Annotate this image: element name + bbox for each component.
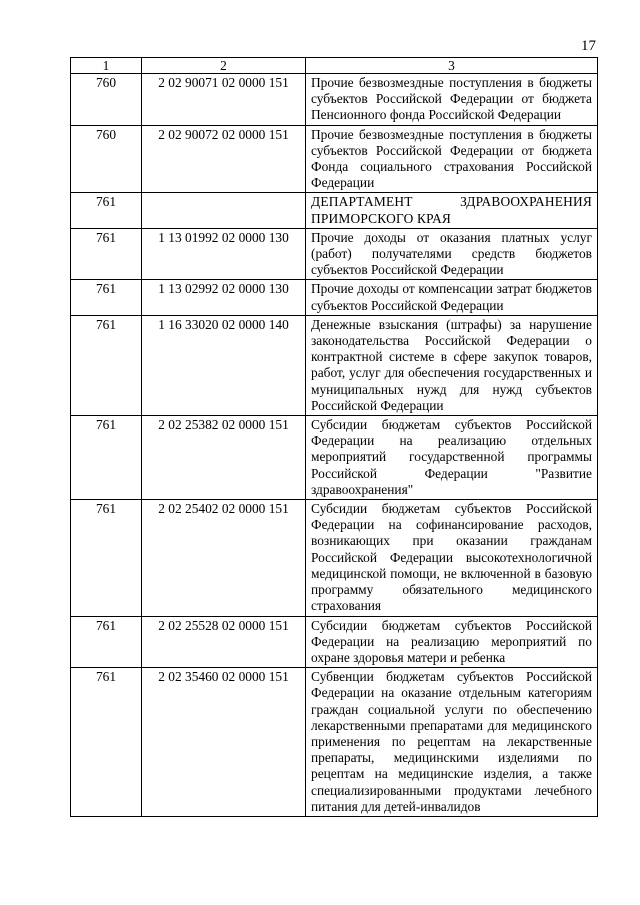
column-header-3: 3: [306, 58, 598, 74]
revenue-code-cell: 2 02 25528 02 0000 151: [142, 616, 306, 668]
admin-code-cell: 761: [71, 193, 142, 228]
table-header-row: [71, 58, 598, 74]
revenue-name-cell: Прочие доходы от компенсации затрат бюджетов субъектов Российской Федерации: [306, 280, 598, 315]
table-row: [71, 500, 598, 616]
department-heading-cell: ДЕПАРТАМЕНТ ЗДРАВООХРАНЕНИЯ ПРИМОРСКОГО КРАЯ: [306, 193, 598, 228]
admin-code-cell: 761: [71, 280, 142, 315]
table-row: [71, 668, 598, 817]
page-number: 17: [581, 38, 596, 54]
column-header-2: 2: [142, 58, 306, 74]
revenue-code-cell: 1 13 01992 02 0000 130: [142, 228, 306, 280]
revenue-name-cell: Субсидии бюджетам субъектов Российской Федерации на реализацию отдельных мероприятий государственной программы Российской Федерации "Развитие здравоохранения": [306, 416, 598, 500]
revenue-code-cell: [142, 193, 306, 228]
table-row: [71, 125, 598, 193]
revenue-name-cell: Субсидии бюджетам субъектов Российской Федерации на софинансирование расходов, возникающих при оказании гражданам Российской Федерации высокотехнологичной медицинской помощи, не включенной в базовую программу обязательного медицинского страхования: [306, 500, 598, 616]
table-row: [71, 228, 598, 280]
admin-code-cell: 761: [71, 500, 142, 616]
revenue-name-cell: Прочие доходы от оказания платных услуг (работ) получателями средств бюджетов субъектов Российской Федерации: [306, 228, 598, 280]
revenue-code-cell: 2 02 90072 02 0000 151: [142, 125, 306, 193]
revenue-code-cell: 1 16 33020 02 0000 140: [142, 315, 306, 415]
admin-code-cell: 760: [71, 125, 142, 193]
revenue-name-cell: Денежные взыскания (штрафы) за нарушение законодательства Российской Федерации о контрактной системе в сфере закупок товаров, работ, услуг для обеспечения государственных и муниципальных нужд для нужд субъектов Российской Федерации: [306, 315, 598, 415]
table-row: [71, 616, 598, 668]
admin-code-cell: 761: [71, 668, 142, 817]
revenue-code-cell: 2 02 90071 02 0000 151: [142, 74, 306, 126]
table-row: [71, 280, 598, 315]
table-row: [71, 315, 598, 415]
revenue-name-cell: Субвенции бюджетам субъектов Российской Федерации на оказание отдельным категориям граждан социальной услуги по обеспечению лекарственными препаратами для медицинского применения по рецептам на лекарственные препараты, медицинскими изделиями по рецептам на медицинские изделия, а также специализированными продуктами лечебного питания для детей-инвалидов: [306, 668, 598, 817]
revenue-name-cell: Прочие безвозмездные поступления в бюджеты субъектов Российской Федерации от бюджета Пенсионного фонда Российской Федерации: [306, 74, 598, 126]
revenue-name-cell: Прочие безвозмездные поступления в бюджеты субъектов Российской Федерации от бюджета Фонда социального страхования Российской Федерации: [306, 125, 598, 193]
column-header-1: 1: [71, 58, 142, 74]
revenue-code-cell: 2 02 35460 02 0000 151: [142, 668, 306, 817]
revenue-code-cell: 1 13 02992 02 0000 130: [142, 280, 306, 315]
admin-code-cell: 761: [71, 228, 142, 280]
admin-code-cell: 761: [71, 315, 142, 415]
admin-code-cell: 760: [71, 74, 142, 126]
table-row: [71, 74, 598, 126]
revenue-code-cell: 2 02 25382 02 0000 151: [142, 416, 306, 500]
revenue-code-cell: 2 02 25402 02 0000 151: [142, 500, 306, 616]
table-row: [71, 193, 598, 228]
admin-code-cell: 761: [71, 616, 142, 668]
revenue-codes-table: [70, 57, 598, 817]
admin-code-cell: 761: [71, 416, 142, 500]
table-row: [71, 416, 598, 500]
revenue-name-cell: Субсидии бюджетам субъектов Российской Федерации на реализацию мероприятий по охране здоровья матери и ребенка: [306, 616, 598, 668]
